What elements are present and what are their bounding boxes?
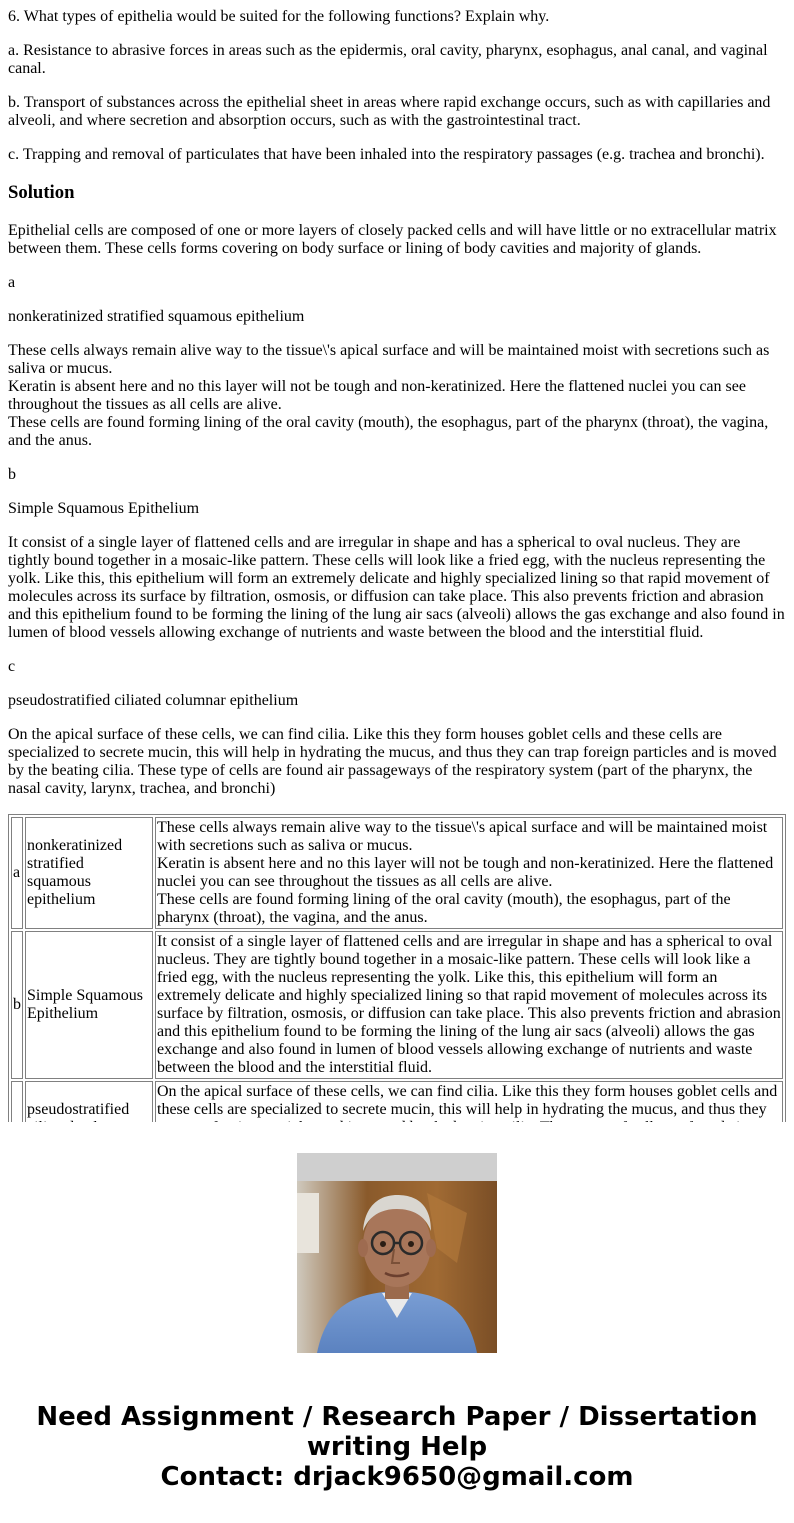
answer-b-letter: b: [8, 466, 16, 483]
row-name-cell: pseudostratified: [25, 1081, 153, 1175]
row-letter-cell: b: [11, 931, 23, 1079]
row-text-cell: [155, 817, 783, 929]
answer-a-letter: a: [8, 274, 16, 291]
promo-line-2: writing Help: [306, 1432, 488, 1462]
document-content: [8, 0, 786, 1122]
answer-a-line: These cells are found forming lining of the oral cavity (mouth), the esophagus, part of the pharynx (throat), the vagina, and the anus.: [8, 414, 769, 449]
row-text-line: These cells are found forming lining of the oral cavity (mouth), the esophagus, part of the pharynx (throat), the vagina, and the anus.: [157, 891, 731, 926]
row-text-line: Keratin is absent here and no this layer will not be tough and non-keratinized. Here the flattened nuclei you can see throughout the tissues as all cells are alive.: [157, 855, 774, 890]
avatar: [297, 1153, 497, 1353]
promo-text: [0, 1402, 794, 1492]
solution-heading: Solution: [8, 182, 75, 203]
row-text-cell: It consist of a single layer of flattened cells and are irregular in shape and has a spherical to oval nucleus. They are tightly bound together in a mosaic-like pattern. These cells will look like a fried egg, with the nucleus representing the yolk. Like this, this epithelium will form an extremely delicate and highly specialized lining so that rapid movement of molecules across its surface by filtration, osmosis, or diffusion can take place. This also prevents friction and abrasion and this epithelium found to be forming the lining of the lung air sacs (alveoli) allows the gas exchange and also found in lumen of blood vessels allowing exchange of nutrients and waste between the blood and the interstitial fluid.: [155, 931, 783, 1079]
answer-c-text: On the apical surface of these cells, we can find cilia. Like this they form houses goblet cells and these cells are specialized to secrete mucin, this will help in hydrating the mucus, and thus they can trap foreign particles and is moved by the beating cilia. These type of cells are found air passageways of the respiratory system (part of the pharynx, the nasal cavity, larynx, trachea, and bronchi): [8, 726, 777, 797]
answer-b-name: Simple Squamous Epithelium: [8, 500, 200, 517]
answer-c-name: pseudostratified ciliated columnar epithelium: [8, 692, 299, 709]
row-name-cell: Simple Squamous Epithelium: [25, 931, 153, 1079]
table-row: [11, 817, 783, 929]
row-text-line: These cells always remain alive way to the tissue\'s apical surface and will be maintained moist with secretions such as saliva or mucus.: [157, 819, 768, 854]
question-title: 6. What types of epithelia would be suited for the following functions? Explain why.: [8, 8, 550, 25]
row-letter-cell: a: [11, 817, 23, 929]
row-text-cell: On the apical surface of these cells, we can find cilia. Like this they form houses goblet cells and these cells are specialized to secrete mucin, this will help in hydrating the mucus, and thus they: [155, 1081, 783, 1175]
answer-a-line: Keratin is absent here and no this layer will not be tough and non-keratinized. Here the flattened nuclei you can see throughout the tissues as all cells are alive.: [8, 378, 746, 413]
promo-line-1: Need Assignment / Research Paper / Dissertation: [36, 1402, 758, 1432]
contact-email[interactable]: Contact: drjack9650@gmail.com: [160, 1462, 634, 1492]
answer-b-text: It consist of a single layer of flattened cells and are irregular in shape and has a spherical to oval nucleus. They are tightly bound together in a mosaic-like pattern. These cells will look like a fried egg, with the nucleus representing the yolk. Like this, this epithelium will form an extremely delicate and highly specialized lining so that rapid movement of molecules across its surface by filtration, osmosis, or diffusion can take place. This also prevents friction and abrasion and this epithelium found to be forming the lining of the lung air sacs (alveoli) allows the gas exchange and also found in lumen of blood vessels allowing exchange of nutrients and waste between the blood and the interstitial fluid.: [8, 534, 785, 641]
solution-intro: Epithelial cells are composed of one or more layers of closely packed cells and will have little or no extracellular matrix between them. These cells forms covering on body surface or lining of body cavities and majority of glands.: [8, 222, 777, 257]
question-part-b: b. Transport of substances across the epithelial sheet in areas where rapid exchange occurs, such as with capillaries and alveoli, and where secretion and absorption occurs, such as with the gastrointestinal tract.: [8, 94, 771, 129]
answer-c-letter: c: [8, 658, 16, 675]
row-name-cell: nonkeratinized stratified squamous epithelium: [25, 817, 153, 929]
answer-a-line: These cells always remain alive way to the tissue\'s apical surface and will be maintained moist with secretions such as saliva or mucus.: [8, 342, 770, 377]
answer-a-name: nonkeratinized stratified squamous epithelium: [8, 308, 305, 325]
author-portrait-image: [297, 1153, 497, 1353]
promo-footer: [0, 1122, 794, 1523]
question-part-a: a. Resistance to abrasive forces in areas such as the epidermis, oral cavity, pharynx, esophagus, anal canal, and vaginal canal.: [8, 42, 768, 77]
question-part-c: c. Trapping and removal of particulates that have been inhaled into the respiratory passages (e.g. trachea and bronchi).: [8, 146, 765, 163]
answer-a-text: [8, 342, 786, 450]
table-row: [11, 931, 783, 1079]
